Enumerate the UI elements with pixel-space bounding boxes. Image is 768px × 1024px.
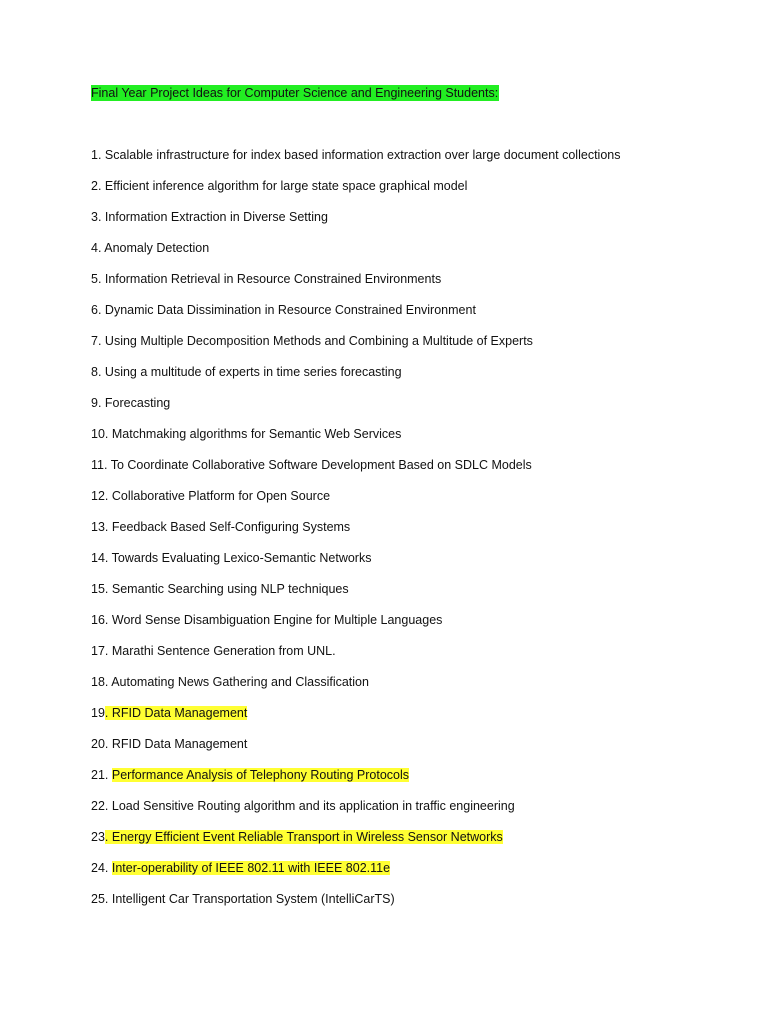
list-item-number: 12. bbox=[91, 489, 109, 503]
list-item-text: . Energy Efficient Event Reliable Transport in Wireless Sensor Networks bbox=[104, 830, 503, 844]
list-item-number: 9. bbox=[91, 396, 102, 410]
list-item bbox=[91, 581, 620, 612]
page-title bbox=[91, 85, 499, 101]
list-item-text: Using Multiple Decomposition Methods and Combining a Multitude of Experts bbox=[104, 334, 533, 348]
list-item bbox=[91, 457, 620, 488]
list-item-number: 15. bbox=[91, 582, 109, 596]
list-item-text: To Coordinate Collaborative Software Development Based on SDLC Models bbox=[110, 458, 532, 472]
list-item-number: 24. bbox=[91, 861, 109, 875]
list-item-text: Forecasting bbox=[104, 396, 171, 410]
list-item bbox=[91, 550, 620, 581]
list-item-text: Matchmaking algorithms for Semantic Web Services bbox=[111, 427, 402, 441]
list-item-text: Load Sensitive Routing algorithm and its application in traffic engineering bbox=[111, 799, 515, 813]
list-item-text: Dynamic Data Dissimination in Resource Constrained Environment bbox=[104, 303, 476, 317]
list-item-number: 1. bbox=[91, 148, 102, 162]
list-item-number: 10. bbox=[91, 427, 109, 441]
list-item bbox=[91, 147, 620, 178]
list-item-number: 7. bbox=[91, 334, 102, 348]
list-item-text: Automating News Gathering and Classification bbox=[111, 675, 369, 689]
list-item-text: Intelligent Car Transportation System (IntelliCarTS) bbox=[111, 892, 395, 906]
list-item-text: Towards Evaluating Lexico-Semantic Networks bbox=[111, 551, 372, 565]
list-item bbox=[91, 860, 620, 891]
list-item bbox=[91, 395, 620, 426]
list-item-text: RFID Data Management bbox=[111, 737, 248, 751]
list-item-text: Scalable infrastructure for index based information extraction over large document collections bbox=[104, 148, 621, 162]
list-item-text: Performance Analysis of Telephony Routing Protocols bbox=[111, 768, 410, 782]
list-item-text: Collaborative Platform for Open Source bbox=[111, 489, 331, 503]
list-item-text: Information Retrieval in Resource Constrained Environments bbox=[104, 272, 442, 286]
list-item-number: 20. bbox=[91, 737, 109, 751]
list-item-number: 25. bbox=[91, 892, 109, 906]
list-item-number: 6. bbox=[91, 303, 102, 317]
list-item-text: Information Extraction in Diverse Setting bbox=[104, 210, 328, 224]
list-item-number: 11. bbox=[91, 458, 108, 472]
list-item bbox=[91, 240, 620, 271]
list-item bbox=[91, 364, 620, 395]
list-item-number: 19 bbox=[91, 706, 105, 720]
list-item-text: Anomaly Detection bbox=[104, 241, 210, 255]
list-item bbox=[91, 209, 620, 240]
list-item bbox=[91, 891, 620, 922]
list-item bbox=[91, 271, 620, 302]
list-item-text: Word Sense Disambiguation Engine for Multiple Languages bbox=[111, 613, 443, 627]
list-item-number: 2. bbox=[91, 179, 102, 193]
list-item bbox=[91, 674, 620, 705]
list-item-text: Inter-operability of IEEE 802.11 with IEEE 802.11e bbox=[111, 861, 391, 875]
list-item bbox=[91, 488, 620, 519]
list-item bbox=[91, 705, 620, 736]
list-item-number: 17. bbox=[91, 644, 109, 658]
list-item-number: 18. bbox=[91, 675, 109, 689]
list-item-text: Marathi Sentence Generation from UNL. bbox=[111, 644, 336, 658]
list-item bbox=[91, 736, 620, 767]
list-item-text: Using a multitude of experts in time series forecasting bbox=[104, 365, 402, 379]
list-item-number: 21. bbox=[91, 768, 109, 782]
list-item bbox=[91, 178, 620, 209]
page-title-text: Final Year Project Ideas for Computer Science and Engineering Students: bbox=[91, 86, 499, 100]
list-item bbox=[91, 302, 620, 333]
list-item-number: 16. bbox=[91, 613, 109, 627]
list-item-number: 14. bbox=[91, 551, 109, 565]
list-item-number: 3. bbox=[91, 210, 102, 224]
list-item bbox=[91, 767, 620, 798]
list-item-number: 8. bbox=[91, 365, 102, 379]
list-item bbox=[91, 829, 620, 860]
list-item-text: Feedback Based Self-Configuring Systems bbox=[111, 520, 351, 534]
list-item-text: Efficient inference algorithm for large state space graphical model bbox=[104, 179, 468, 193]
list-item bbox=[91, 426, 620, 457]
list-item-text: . RFID Data Management bbox=[104, 706, 248, 720]
list-item-number: 4. bbox=[91, 241, 102, 255]
list-item-number: 22. bbox=[91, 799, 109, 813]
list-item-number: 5. bbox=[91, 272, 102, 286]
project-list bbox=[91, 147, 620, 922]
list-item-text: Semantic Searching using NLP techniques bbox=[111, 582, 349, 596]
list-item-number: 23 bbox=[91, 830, 105, 844]
list-item bbox=[91, 643, 620, 674]
list-item-number: 13. bbox=[91, 520, 109, 534]
list-item bbox=[91, 798, 620, 829]
list-item bbox=[91, 519, 620, 550]
list-item bbox=[91, 333, 620, 364]
list-item bbox=[91, 612, 620, 643]
